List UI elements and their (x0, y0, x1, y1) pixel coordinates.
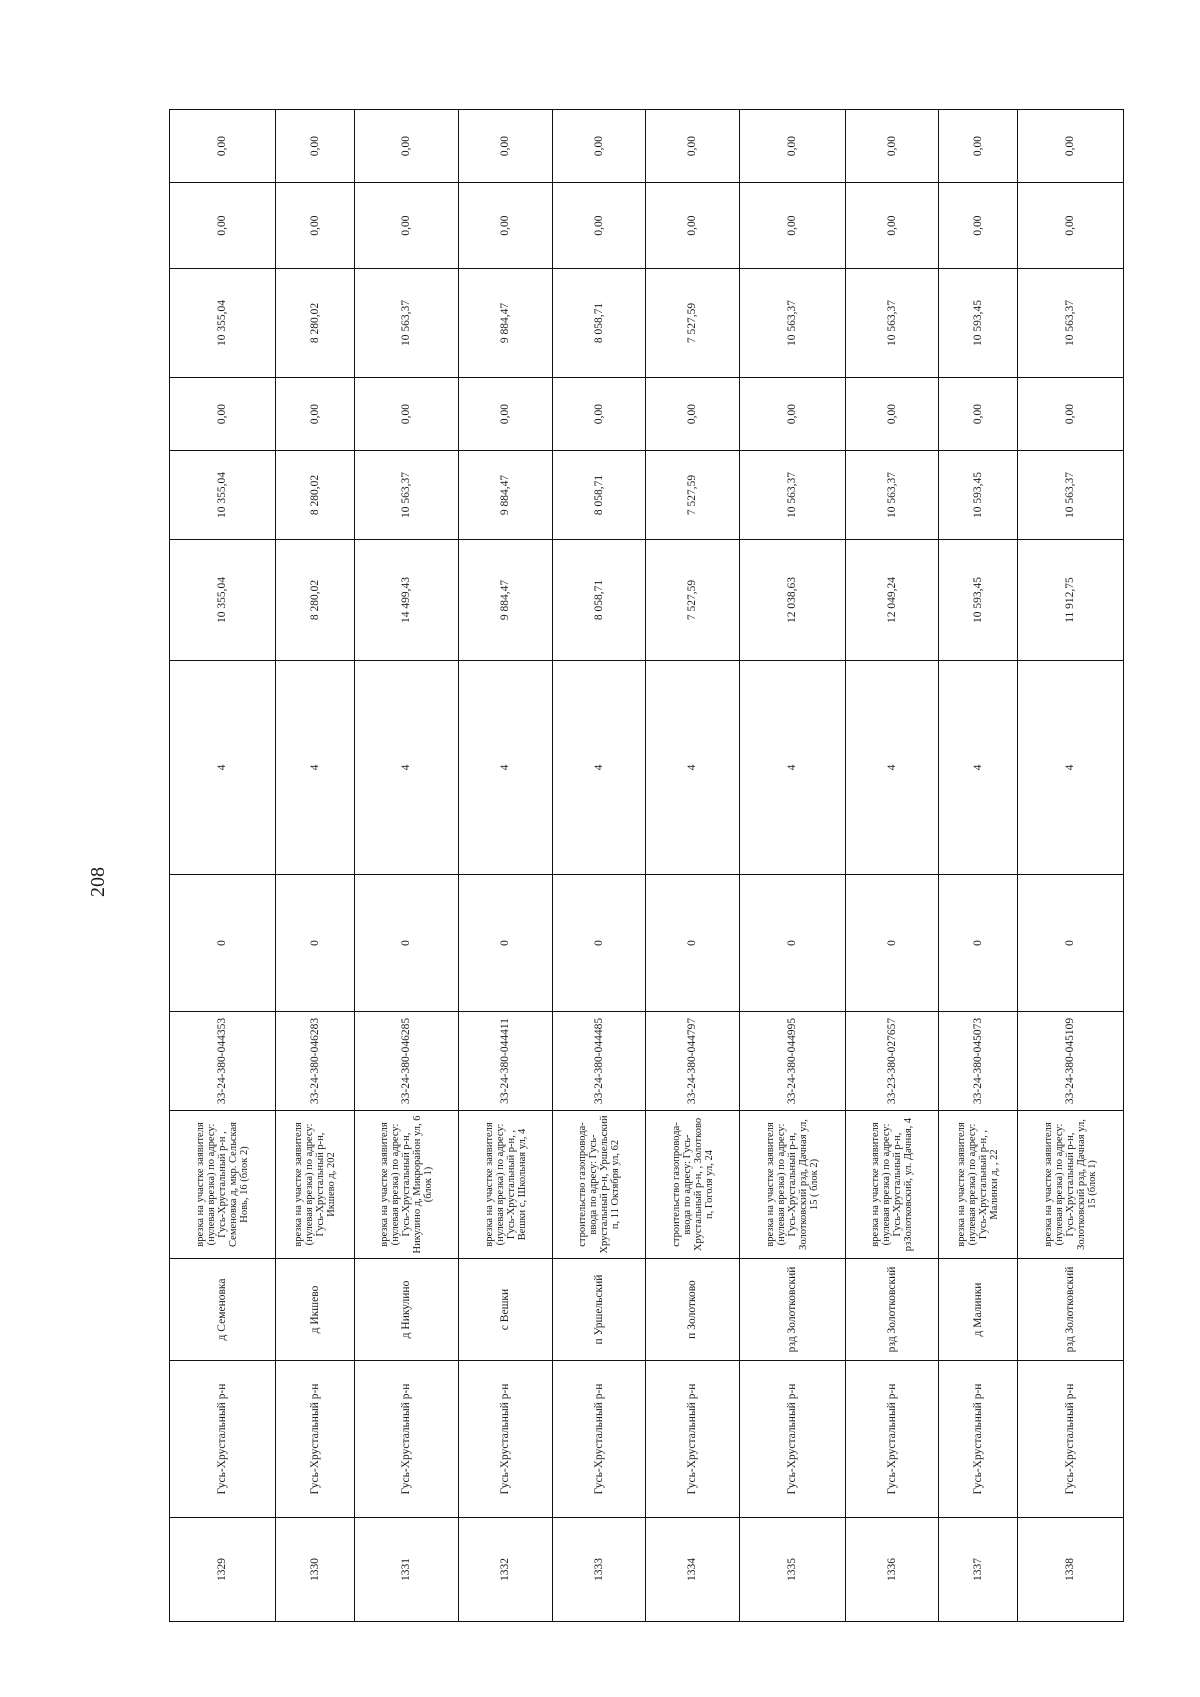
cell-amount-3: 0,00 (552, 378, 646, 451)
cell-amount-5: 0,00 (646, 183, 740, 269)
cell-description: врезка на участке заявителя (нулевая врезка) по адресу: Гусь-Хрустальный р-н, Икшево д, 202 (275, 1111, 354, 1259)
cell-amount-6: 0,00 (845, 110, 939, 183)
cell-amount-5: 0,00 (459, 183, 553, 269)
cell-code: 33-24-380-044995 (739, 1012, 845, 1111)
cell-description: врезка на участке заявителя (нулевая врезка) по адресу: Гусь-Хрустальный р-н, Золотковский рзд, Дачная ул, 15 ( блок 2) (739, 1111, 845, 1259)
cell-district: Гусь-Хрустальный р-н (739, 1361, 845, 1518)
cell-locality: с Вешки (459, 1259, 553, 1361)
table-row (646, 110, 740, 1622)
cell-description: врезка на участке заявителя (нулевая врезка) по адресу: Гусь-Хрустальный р-н, рзЗолотковский, ул. Дачная, 4 (845, 1111, 939, 1259)
cell-locality: д Никулино (354, 1259, 459, 1361)
cell-amount-5: 0,00 (552, 183, 646, 269)
cell-value-a: 0 (354, 875, 459, 1012)
cell-district: Гусь-Хрустальный р-н (354, 1361, 459, 1518)
cell-amount-5: 0,00 (275, 183, 354, 269)
cell-description: врезка на участке заявителя (нулевая врезка) по адресу: Гусь-Хрустальный р-н, Золотковский рзд, Дачная ул, 15 (блок 1) (1018, 1111, 1124, 1259)
cell-locality: п Уршельский (552, 1259, 646, 1361)
cell-amount-1: 9 884,47 (459, 540, 553, 661)
cell-code: 33-24-380-045073 (939, 1012, 1018, 1111)
table-row (845, 110, 939, 1622)
cell-amount-4: 8 058,71 (552, 269, 646, 378)
cell-value-a: 0 (459, 875, 553, 1012)
cell-code: 33-24-380-044797 (646, 1012, 740, 1111)
cell-amount-2: 8 280,02 (275, 451, 354, 540)
cell-amount-1: 14 499,43 (354, 540, 459, 661)
cell-num: 1334 (646, 1518, 740, 1622)
cell-amount-4: 9 884,47 (459, 269, 553, 378)
cell-value-a: 0 (646, 875, 740, 1012)
cell-amount-3: 0,00 (939, 378, 1018, 451)
cell-locality: д Икшево (275, 1259, 354, 1361)
cell-code: 33-24-380-044485 (552, 1012, 646, 1111)
cell-district: Гусь-Хрустальный р-н (646, 1361, 740, 1518)
cell-value-b: 4 (552, 661, 646, 875)
cell-code: 33-24-380-046283 (275, 1012, 354, 1111)
cell-locality: д Малинки (939, 1259, 1018, 1361)
cell-amount-6: 0,00 (354, 110, 459, 183)
cell-code: 33-23-380-027657 (845, 1012, 939, 1111)
cell-amount-2: 10 563,37 (354, 451, 459, 540)
cell-value-b: 4 (170, 661, 276, 875)
cell-description: врезка на участке заявителя (нулевая врезка) по адресу: Гусь-Хрустальный р-н, , Вешки с, Школьная ул, 4 (459, 1111, 553, 1259)
cell-value-b: 4 (1018, 661, 1124, 875)
cell-value-b: 4 (459, 661, 553, 875)
cell-amount-6: 0,00 (552, 110, 646, 183)
table-row (1018, 110, 1124, 1622)
cell-amount-5: 0,00 (939, 183, 1018, 269)
cell-locality: рзд Золотковский (1018, 1259, 1124, 1361)
cell-amount-1: 10 593,45 (939, 540, 1018, 661)
cell-amount-2: 10 563,37 (739, 451, 845, 540)
cell-amount-2: 7 527,59 (646, 451, 740, 540)
table-row (275, 110, 354, 1622)
cell-value-b: 4 (275, 661, 354, 875)
cell-num: 1329 (170, 1518, 276, 1622)
cell-amount-6: 0,00 (1018, 110, 1124, 183)
cell-amount-3: 0,00 (646, 378, 740, 451)
cell-amount-2: 10 355,04 (170, 451, 276, 540)
cell-num: 1332 (459, 1518, 553, 1622)
cell-amount-2: 9 884,47 (459, 451, 553, 540)
cell-amount-5: 0,00 (170, 183, 276, 269)
cell-description: врезка на участке заявителя (нулевая врезка) по адресу: Гусь-Хрустальный р-н, , Малинки д, , 22 (939, 1111, 1018, 1259)
cell-value-b: 4 (939, 661, 1018, 875)
cell-amount-4: 10 563,37 (1018, 269, 1124, 378)
cell-value-b: 4 (646, 661, 740, 875)
cell-amount-4: 10 563,37 (845, 269, 939, 378)
cell-amount-6: 0,00 (170, 110, 276, 183)
cell-locality: д Семеновка (170, 1259, 276, 1361)
table-row (354, 110, 459, 1622)
cell-amount-6: 0,00 (739, 110, 845, 183)
cell-value-a: 0 (170, 875, 276, 1012)
cell-amount-4: 7 527,59 (646, 269, 740, 378)
cell-district: Гусь-Хрустальный р-н (275, 1361, 354, 1518)
table-body (170, 110, 1124, 1622)
cell-code: 33-24-380-046285 (354, 1012, 459, 1111)
cell-code: 33-24-380-044411 (459, 1012, 553, 1111)
cell-description: врезка на участке заявителя (нулевая врезка) по адресу: Гусь-Хрустальный р-н , Семеновка д, мкр. Сельская Новь, 16 (блок 2) (170, 1111, 276, 1259)
table-row (459, 110, 553, 1622)
cell-amount-1: 10 355,04 (170, 540, 276, 661)
cell-code: 33-24-380-045109 (1018, 1012, 1124, 1111)
cell-value-a: 0 (275, 875, 354, 1012)
cell-amount-3: 0,00 (275, 378, 354, 451)
cell-locality: п Золотково (646, 1259, 740, 1361)
cell-description: строительство газопровода-ввода по адресу: Гусь-Хрустальный р-н, Уршельский п, 11 Октября ул, 62 (552, 1111, 646, 1259)
cell-locality: рзд Золотковский (739, 1259, 845, 1361)
table-row (939, 110, 1018, 1622)
cell-value-b: 4 (354, 661, 459, 875)
cell-amount-2: 8 058,71 (552, 451, 646, 540)
cell-amount-5: 0,00 (845, 183, 939, 269)
cell-amount-5: 0,00 (1018, 183, 1124, 269)
cell-amount-1: 7 527,59 (646, 540, 740, 661)
cell-amount-6: 0,00 (646, 110, 740, 183)
cell-district: Гусь-Хрустальный р-н (1018, 1361, 1124, 1518)
rotated-table-container (169, 110, 1124, 1622)
cell-amount-4: 10 355,04 (170, 269, 276, 378)
cell-value-a: 0 (552, 875, 646, 1012)
cell-amount-3: 0,00 (459, 378, 553, 451)
cell-value-b: 4 (845, 661, 939, 875)
cell-district: Гусь-Хрустальный р-н (170, 1361, 276, 1518)
cell-amount-4: 10 593,45 (939, 269, 1018, 378)
cell-description: строительство газопровода-ввода по адресу: Гусь-Хрустальный р-н, , Золотково п, Гоголя ул, 24 (646, 1111, 740, 1259)
cell-amount-3: 0,00 (170, 378, 276, 451)
cell-amount-6: 0,00 (939, 110, 1018, 183)
cell-amount-4: 10 563,37 (739, 269, 845, 378)
cell-num: 1333 (552, 1518, 646, 1622)
cell-description: врезка на участке заявителя (нулевая врезка) по адресу: Гусь-Хрустальный р-н, Никулино д, Микрорайон ул, 6 (блок 1) (354, 1111, 459, 1259)
table-row (739, 110, 845, 1622)
cell-amount-4: 10 563,37 (354, 269, 459, 378)
cell-amount-3: 0,00 (354, 378, 459, 451)
cell-amount-1: 8 280,02 (275, 540, 354, 661)
cell-num: 1336 (845, 1518, 939, 1622)
cell-amount-6: 0,00 (459, 110, 553, 183)
cell-amount-2: 10 593,45 (939, 451, 1018, 540)
cell-district: Гусь-Хрустальный р-н (552, 1361, 646, 1518)
cell-amount-6: 0,00 (275, 110, 354, 183)
cell-value-a: 0 (939, 875, 1018, 1012)
cell-amount-1: 12 038,63 (739, 540, 845, 661)
cell-num: 1330 (275, 1518, 354, 1622)
cell-code: 33-24-380-044353 (170, 1012, 276, 1111)
cell-district: Гусь-Хрустальный р-н (939, 1361, 1018, 1518)
cell-amount-3: 0,00 (1018, 378, 1124, 451)
cell-locality: рзд Золотковский (845, 1259, 939, 1361)
table-row (170, 110, 276, 1622)
cell-district: Гусь-Хрустальный р-н (459, 1361, 553, 1518)
cell-amount-3: 0,00 (739, 378, 845, 451)
cell-district: Гусь-Хрустальный р-н (845, 1361, 939, 1518)
data-table (169, 109, 1124, 1622)
page-number: 208 (87, 867, 109, 897)
cell-amount-4: 8 280,02 (275, 269, 354, 378)
cell-num: 1338 (1018, 1518, 1124, 1622)
cell-num: 1337 (939, 1518, 1018, 1622)
cell-amount-1: 12 049,24 (845, 540, 939, 661)
cell-amount-3: 0,00 (845, 378, 939, 451)
cell-value-a: 0 (739, 875, 845, 1012)
cell-amount-2: 10 563,37 (1018, 451, 1124, 540)
cell-amount-1: 8 058,71 (552, 540, 646, 661)
cell-amount-2: 10 563,37 (845, 451, 939, 540)
cell-num: 1331 (354, 1518, 459, 1622)
cell-num: 1335 (739, 1518, 845, 1622)
cell-amount-5: 0,00 (354, 183, 459, 269)
table-row (552, 110, 646, 1622)
cell-amount-5: 0,00 (739, 183, 845, 269)
cell-value-a: 0 (1018, 875, 1124, 1012)
cell-value-b: 4 (739, 661, 845, 875)
cell-amount-1: 11 912,75 (1018, 540, 1124, 661)
cell-value-a: 0 (845, 875, 939, 1012)
